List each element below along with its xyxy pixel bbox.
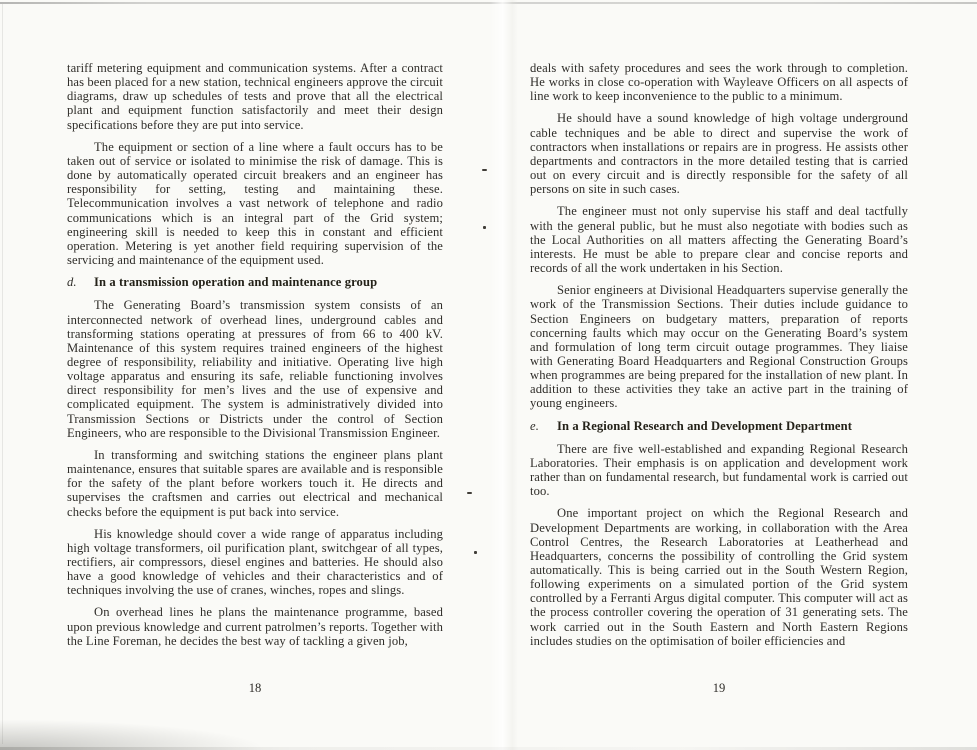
paragraph: On overhead lines he plans the maintenance programme, based upon previous knowledge and current patrolmen’s reports. Together with the Line Foreman, he decides the best way of tackling a given job, — [67, 605, 443, 648]
paragraph: deals with safety procedures and sees the work through to completion. He works in close co-operation with Wayleave Officers on all aspects of line work to keep inconvenience to the public to a minimum. — [530, 61, 908, 104]
scan-top-edge — [0, 2, 977, 4]
scan-speck — [482, 169, 487, 171]
heading-text: In a transmission operation and maintenance group — [94, 275, 378, 290]
scan-speck — [474, 551, 477, 554]
section-heading-d — [67, 275, 443, 289]
page-number-right: 19 — [712, 681, 726, 695]
scan-speck — [483, 226, 486, 229]
paragraph: The Generating Board’s transmission system consists of an interconnected network of overhead lines, underground cables and transforming stations operating at pressures of from 66 to 400 kV. Maintenance of this system requires trained engineers of the highest degree of responsibility, reliability and initiative. Operating live high voltage apparatus and ensuring its safe, reliable functioning involves direct responsibility for men’s lives and the use of expensive and complicated equipment. The system is administratively divided into Transmission Sections or Districts under the control of Section Engineers, who are responsible to the Divisional Transmission Engineer. — [67, 298, 443, 440]
scan-left-edge — [2, 4, 3, 744]
gutter-crease — [490, 0, 518, 750]
scan-corner-shadow — [0, 720, 260, 750]
paragraph: In transforming and switching stations the engineer plans plant maintenance, ensures that suitable spares are available and is responsible for the safety of the plant before workers touch it. He directs and supervises the craftsmen and carries out electrical and mechanical checks before the equipment is put back into service. — [67, 447, 443, 519]
right-page — [530, 61, 908, 656]
heading-letter: e. — [530, 418, 539, 433]
paragraph: The equipment or section of a line where a fault occurs has to be taken out of service or isolated to minimise the risk of damage. This is done by automatically operated circuit breakers and an engineer has responsibility for setting, testing and maintaining these. Telecommunication involves a vast network of telephone and radio communications which is an integral part of the Grid system; engineering skill is needed to keep this in constant and efficient operation. Metering is yet another field requiring supervision of the servicing and maintenance of the equipment used. — [67, 139, 443, 268]
heading-letter: d. — [67, 275, 77, 290]
heading-text: In a Regional Research and Development Department — [557, 418, 852, 433]
paragraph: The engineer must not only supervise his staff and deal tactfully with the general public, but he must also negotiate with bodies such as the Local Authorities on all matters affecting the Generating Board’s interests. He must be able to prepare clear and concise reports and records of all the work undertaken in his Section. — [530, 204, 908, 276]
paragraph: He should have a sound knowledge of high voltage underground cable techniques and be able to direct and supervise the work of contractors when installations or repairs are in progress. He assists other departments and contractors in the more detailed testing that is carried out on every circuit and is directly responsible for the safety of all persons on site in such cases. — [530, 111, 908, 197]
left-page — [67, 61, 443, 656]
paragraph: There are five well-established and expanding Regional Research Laboratories. Their emphasis is on application and development work rather than on fundamental research, but fundamental work is carried out too. — [530, 441, 908, 499]
paragraph: His knowledge should cover a wide range of apparatus including high voltage transformers, oil purification plant, switchgear of all types, rectifiers, air compressors, diesel engines and batteries. He should also have a good knowledge of vehicles and their characteristics and of techniques involving the use of cranes, winches, ropes and slings. — [67, 526, 443, 598]
paragraph: One important project on which the Regional Research and Development Departments are working, in collaboration with the Area Control Centres, the Research Laboratories at Leatherhead and Headquarters, concerns the possibility of controlling the Grid system automatically. This is being carried out in the South Western Region, following experiments on a simulated portion of the Grid system controlled by a Ferranti Argus digital computer. This computer will act as the process controller covering the operation of 31 generating sets. The work carried out in the South Eastern and North Eastern Regions includes studies on the optimisation of boiler efficiencies and — [530, 506, 908, 648]
paragraph: Senior engineers at Divisional Headquarters supervise generally the work of the Transmission Sections. Their duties include guidance to Section Engineers on budgetary matters, preparation of reports concerning faults which may occur on the Generating Board’s system and formulation of long term circuit outage programmes. They liaise with Generating Board Headquarters and Regional Construction Groups when programmes are being prepared for the installation of new plant. In addition to these activities they take an active part in the training of young engineers. — [530, 283, 908, 411]
paragraph: tariff metering equipment and communication systems. After a contract has been placed for a new station, technical engineers approve the circuit diagrams, draw up schedules of tests and prove that all the electrical plant and equipment function satisfactorily and meet their design specifications before they are put into service. — [67, 61, 443, 132]
page-number-left: 18 — [248, 681, 262, 695]
section-heading-e — [530, 419, 908, 433]
scan-speck — [467, 492, 472, 494]
